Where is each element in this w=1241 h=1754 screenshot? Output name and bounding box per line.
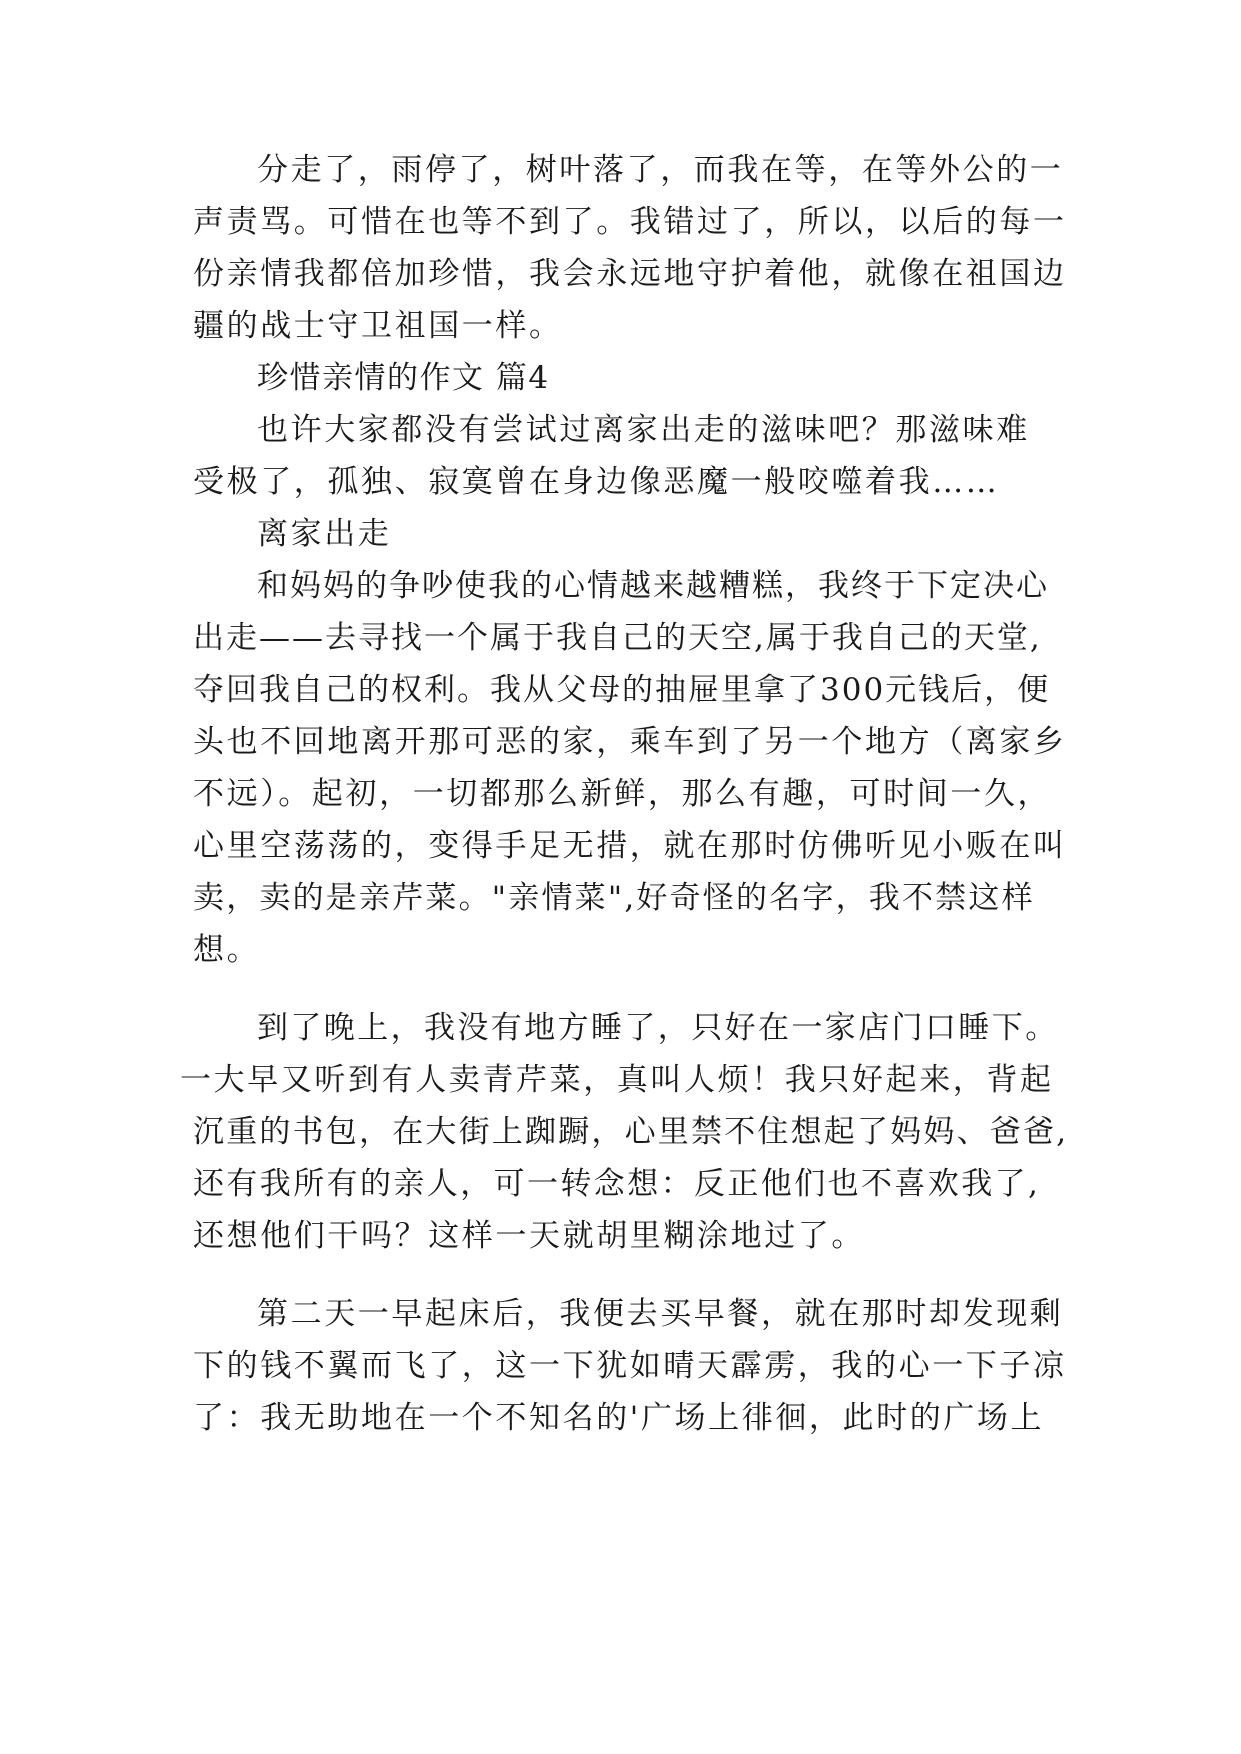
text-line: 声责骂。可惜在也等不到了。我错过了，所以，以后的每一 (193, 204, 1067, 240)
text-line: 心里空荡荡的，变得手足无措，就在那时仿佛听见小贩在叫 (193, 828, 1067, 864)
text-line: 下的钱不翼而飞了，这一下犹如晴天霹雳，我的心一下子凉 (193, 1348, 1067, 1384)
text-line: 疆的战士守卫祖国一样。 (193, 308, 563, 344)
text-line: 第二天一早起床后，我便去买早餐，就在那时却发现剩 (257, 1296, 1064, 1332)
text-line: 沉重的书包，在大街上踟蹰，心里禁不住想起了妈妈、爸爸, (193, 1114, 1069, 1150)
text-line: 也许大家都没有尝试过离家出走的滋味吧？那滋味难 (257, 412, 1030, 448)
text-line: 卖，卖的是亲芹菜。"亲情菜",好奇怪的名字，我不禁这样 (193, 880, 1035, 916)
text-line: 受极了，孤独、寂寞曾在身边像恶魔一般咬噬着我…… (193, 464, 1000, 500)
text-line: 还想他们干吗？这样一天就胡里糊涂地过了。 (193, 1218, 865, 1254)
text-line: 了：我无助地在一个不知名的'广场上徘徊，此时的广场上 (193, 1400, 1045, 1436)
text-line: 到了晚上，我没有地方睡了，只好在一家店门口睡下。 (257, 1010, 1059, 1046)
text-line: 和妈妈的争吵使我的心情越来越糟糕，我终于下定决心 (257, 568, 1049, 604)
text-line: 夺回我自己的权利。我从父母的抽屉里拿了300元钱后，便 (193, 672, 1051, 708)
text-line: 出走——去寻找一个属于我自己的天空,属于我自己的天堂, (193, 620, 1042, 656)
text-line: 份亲情我都倍加珍惜，我会永远地守护着他，就像在祖国边 (193, 256, 1067, 292)
text-line: 想。 (193, 932, 261, 968)
text-line: 一大早又听到有人卖青芹菜，真叫人烦！我只好起来，背起 (180, 1062, 1054, 1098)
section-heading: 珍惜亲情的作文 篇4 (257, 360, 550, 396)
text-line: 还有我所有的亲人，可一转念想：反正他们也不喜欢我了, (193, 1166, 1041, 1202)
text-line: 不远）。起初，一切都那么新鲜，那么有趣，可时间一久， (193, 776, 1052, 812)
subheading: 离家出走 (257, 516, 392, 552)
text-line: 头也不回地离开那可恶的家，乘车到了另一个地方（离家乡 (193, 724, 1067, 760)
text-line: 分走了，雨停了，树叶落了，而我在等，在等外公的一 (257, 152, 1064, 188)
